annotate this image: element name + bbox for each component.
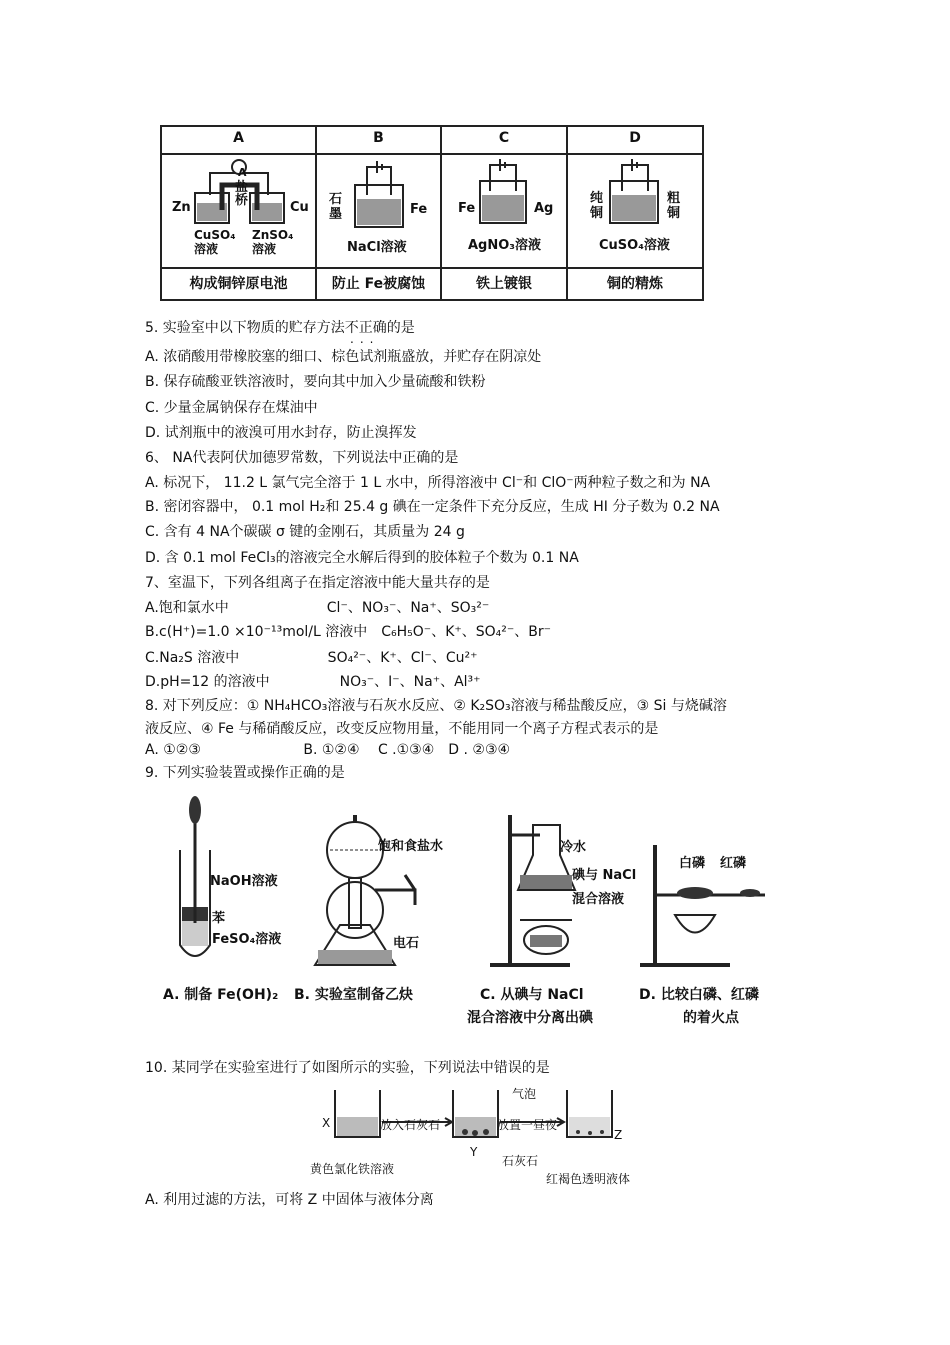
- graphite-label: 石墨: [329, 192, 343, 222]
- yellow-solution-label: 黄色氯化铁溶液: [310, 1162, 395, 1176]
- cu-label: Cu: [290, 200, 309, 215]
- emphasis-dots: ...: [350, 332, 380, 346]
- z-label: Z: [614, 1128, 623, 1142]
- bubble-label: 气泡: [512, 1087, 537, 1101]
- q5-option-a: A. 浓硝酸用带橡胶塞的细口、棕色试剂瓶盛放，并贮存在阴凉处: [145, 349, 542, 365]
- arrow1-label: 放入石灰石: [380, 1118, 441, 1132]
- red-brown-liquid-label: 红褐色透明液体: [546, 1172, 631, 1186]
- q5-option-d: D. 试剂瓶中的液溴可用水封存，防止溴挥发: [145, 425, 417, 441]
- table-caption-b: 防止 Fe被腐蚀: [331, 276, 426, 292]
- y-label: Y: [470, 1145, 478, 1159]
- q8-options: A. ①②③ B. ①②④ C .①③④ D . ②③④: [145, 742, 511, 758]
- crude-copper-label: 粗铜: [667, 191, 681, 221]
- q9-caption-d2: 的着火点: [683, 1010, 739, 1026]
- ag-label: Ag: [534, 201, 554, 216]
- fe-label-b: Fe: [410, 202, 428, 217]
- iodine-nacl-label: 碘与 NaCl: [572, 868, 637, 883]
- cuso4-solution-label: CuSO₄溶液: [194, 228, 236, 256]
- x-label: X: [322, 1116, 331, 1130]
- q6-option-a: A. 标况下， 11.2 L 氯气完全溶于 1 L 水中，所得溶液中 Cl⁻和 ClO⁻两种粒子数之和为 NA: [145, 475, 711, 491]
- q7-option-a: A.饱和氯水中 Cl⁻、NO₃⁻、Na⁺、SO₃²⁻: [145, 600, 490, 616]
- table-caption-c: 铁上镀银: [476, 276, 532, 292]
- q9-stem: 9. 下列实验装置或操作正确的是: [145, 765, 345, 781]
- table-caption-a: 构成铜锌原电池: [189, 276, 288, 292]
- limestone-label: 石灰石: [502, 1154, 539, 1168]
- brine-label: 饱和食盐水: [378, 839, 444, 854]
- q7-stem: 7、室温下，下列各组离子在指定溶液中能大量共存的是: [145, 575, 490, 591]
- q7-option-d: D.pH=12 的溶液中 NO₃⁻、I⁻、Na⁺、Al³⁺: [145, 674, 481, 690]
- q5-option-c: C. 少量金属钠保存在煤油中: [145, 400, 318, 416]
- ammeter-label: A: [238, 166, 247, 179]
- znso4-solution-label: ZnSO₄溶液: [252, 228, 294, 256]
- q6-stem: 6、 NA代表阿伏加德罗常数，下列说法中正确的是: [145, 450, 459, 466]
- cuso4-solution-label-d: CuSO₄溶液: [599, 238, 670, 253]
- q5-stem: 5. 实验室中以下物质的贮存方法不正确的是: [145, 320, 415, 336]
- q7-option-c: C.Na₂S 溶液中 SO₄²⁻、K⁺、Cl⁻、Cu²⁺: [145, 650, 478, 666]
- table-header-d: D: [629, 130, 641, 146]
- table-header-c: C: [498, 130, 510, 146]
- naoh-label: NaOH溶液: [210, 874, 278, 889]
- q7-option-b: B.c(H⁺)=1.0 ×10⁻¹³mol/L 溶液中 C₆H₅O⁻、K⁺、SO₄²⁻、Br⁻: [145, 624, 552, 640]
- q6-option-d: D. 含 0.1 mol FeCl₃的溶液完全水解后得到的胶体粒子个数为 0.1 NA: [145, 550, 579, 566]
- calcium-carbide-label: 电石: [393, 936, 420, 951]
- cold-water-label: 冷水: [560, 840, 587, 855]
- pure-copper-label: 纯铜: [590, 191, 604, 221]
- arrow2-label: 放置一昼夜: [497, 1118, 558, 1132]
- q10-stem: 10. 某同学在实验室进行了如图所示的实验，下列说法中错误的是: [145, 1060, 550, 1076]
- q9-caption-b: B. 实验室制备乙炔: [294, 987, 413, 1003]
- q5-option-b: B. 保存硫酸亚铁溶液时，要向其中加入少量硫酸和铁粉: [145, 374, 486, 390]
- q9-caption-c2: 混合溶液中分离出碘: [467, 1010, 593, 1026]
- q9-caption-d1: D. 比较白磷、红磷: [639, 987, 759, 1003]
- table-caption-d: 铜的精炼: [607, 276, 663, 292]
- table-header-b: B: [373, 130, 384, 146]
- fe-label-c: Fe: [458, 201, 476, 216]
- q6-option-c: C. 含有 4 NA个碳碳 σ 键的金刚石，其质量为 24 g: [145, 524, 465, 540]
- q10-option-a: A. 利用过滤的方法，可将 Z 中固体与液体分离: [145, 1192, 434, 1208]
- zn-label: Zn: [172, 200, 191, 215]
- mixture-label: 混合溶液: [572, 892, 625, 907]
- red-phosphorus-label: 红磷: [720, 856, 747, 871]
- q6-option-b: B. 密闭容器中， 0.1 mol H₂和 25.4 g 碘在一定条件下充分反应，生成 HI 分子数为 0.2 NA: [145, 499, 720, 515]
- feso4-label: FeSO₄溶液: [212, 932, 282, 947]
- benzene-label: 苯: [212, 911, 226, 926]
- test-tube-apparatus: [180, 796, 210, 956]
- agno3-solution-label: AgNO₃溶液: [468, 238, 541, 253]
- q8-line1: 8. 对下列反应：① NH₄HCO₃溶液与石灰水反应、② K₂SO₃溶液与稀盐酸反应，③ Si 与烧碱溶: [145, 698, 727, 714]
- table-header-a: A: [233, 130, 244, 146]
- q8-line2: 液反应、④ Fe 与稀硝酸反应，改变反应物用量，不能用同一个离子方程式表示的是: [145, 721, 659, 737]
- salt-bridge-label: 盐桥: [235, 180, 249, 208]
- q9-caption-c1: C. 从碘与 NaCl: [480, 987, 584, 1003]
- q9-caption-a: A. 制备 Fe(OH)₂: [163, 987, 279, 1003]
- electrochem-table: [160, 125, 704, 301]
- nacl-solution-label: NaCl溶液: [347, 240, 407, 255]
- white-phosphorus-label: 白磷: [679, 856, 706, 871]
